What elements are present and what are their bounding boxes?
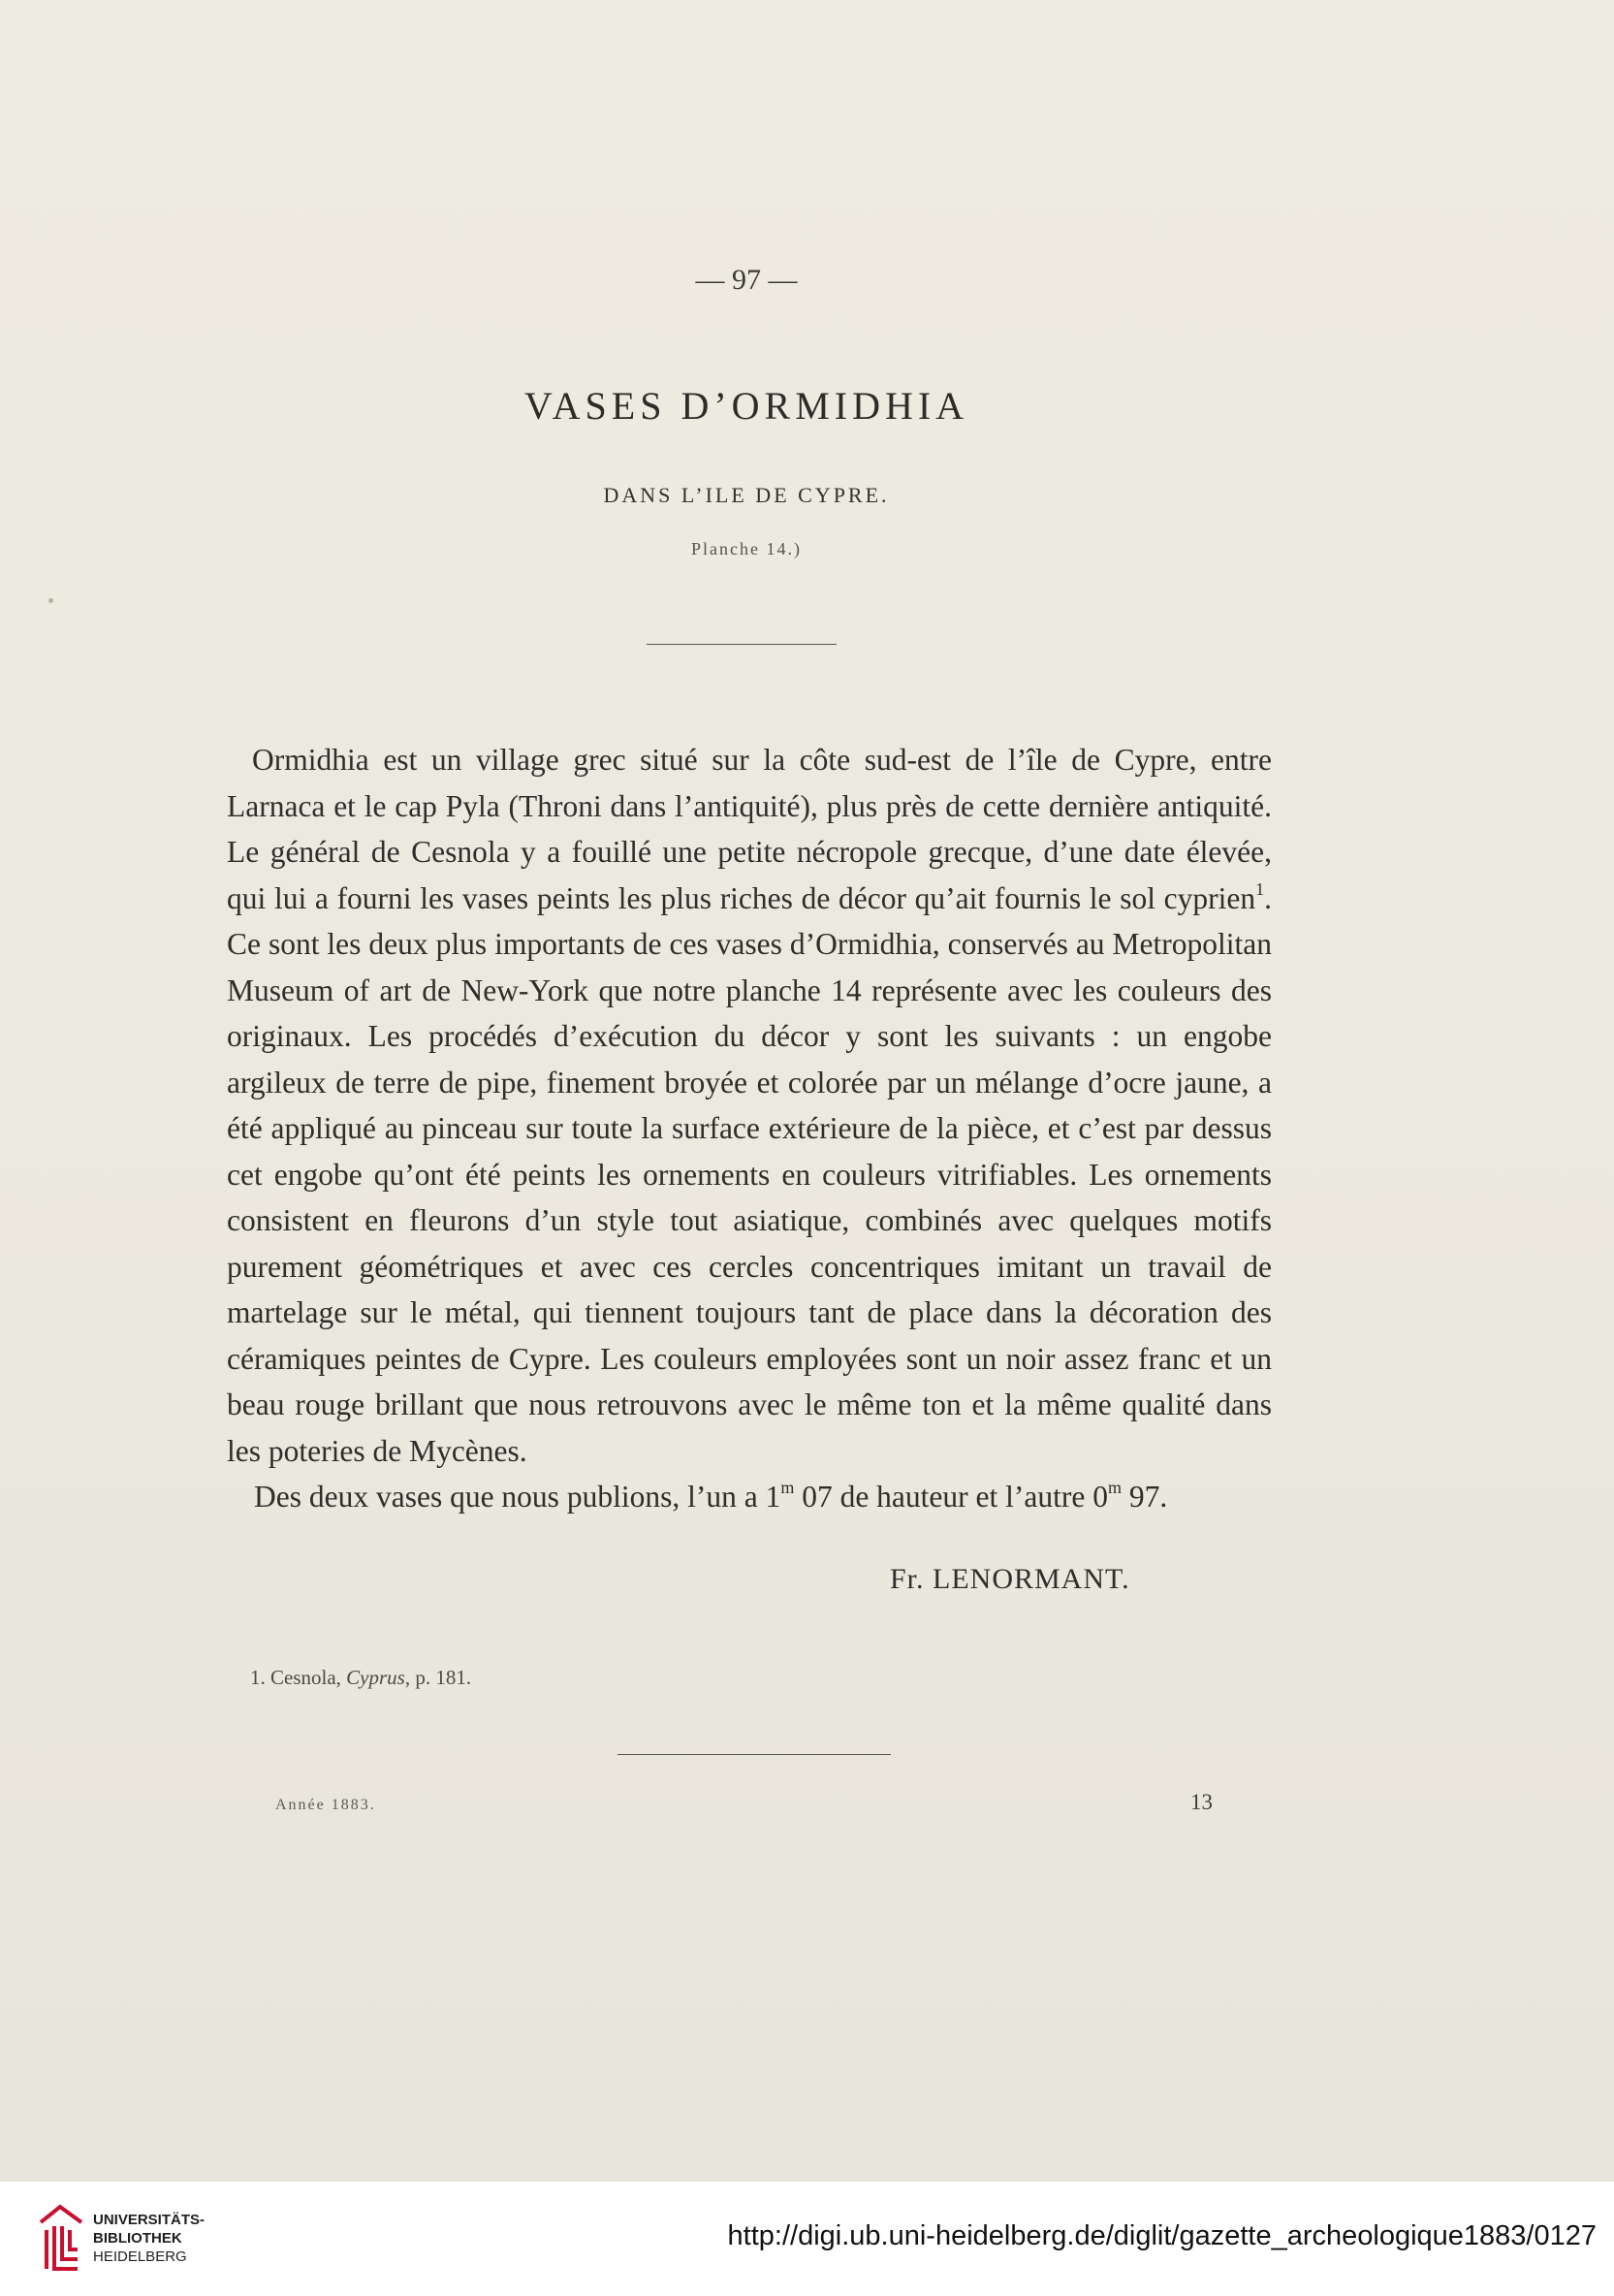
paragraph-text: Des deux vases que nous publions, l’un a 1 xyxy=(254,1480,781,1514)
year-label: Année 1883. xyxy=(275,1797,376,1813)
plate-reference: Planche 14.) xyxy=(691,539,802,558)
author-signature: Fr. LENORMANT. xyxy=(890,1563,1130,1595)
paragraph-text: 07 de hauteur et l’autre 0 xyxy=(794,1480,1108,1514)
paragraph-text: 97. xyxy=(1121,1480,1168,1514)
paragraph xyxy=(227,1474,1272,1520)
paragraph-text: . Ce sont les deux plus importants de ces vases d’Ormidhia, conservés au Metropolitan Museum of art de New-York que notre planche 14 représente avec les couleurs des originaux. Les procédés d’exécution du décor y sont les suivants : un engobe argileux de terre de pipe, finement broyée et colorée par un mélange d’ocre jaune, a été appliqué au pinceau sur toute la surface extérieure de la pièce, et c’est par dessus cet engobe qu’ont été peints les ornements en couleurs vitrifiables. Les ornements consistent en fleurons d’un style tout asiatique, combinés avec quelques motifs purement géométriques et avec ces cercles concentriques imitant un travail de martelage sur le métal, qui tiennent toujours tant de place dans la décoration des céramiques peintes de Cypre. Les couleurs employées sont un noir assez franc et un beau rouge brillant que nous retrouvons avec le même ton et la même qualité dans les poteries de Mycènes. xyxy=(227,880,1272,1468)
footnote-number: 1. Cesnola, xyxy=(250,1666,341,1689)
ink-speck xyxy=(48,598,53,603)
article-title: VASES D’ORMIDHIA xyxy=(523,384,969,428)
footnote-title: Cyprus xyxy=(346,1666,405,1689)
footnote-marker: 1 xyxy=(1255,878,1265,899)
library-name-line: HEIDELBERG xyxy=(93,2248,187,2265)
title-divider xyxy=(647,644,837,645)
paragraph-text: Ormidhia est un village grec situé sur la côte sud-est de l’île de Cypre, entre Larnaca et le cap Pyla (Throni dans l’antiquité), plus près de cette dernière antiquité. Le général de Cesnola y a fouillé une petite nécropole grecque, d’une date élevée, qui lui a fourni les vases peints les plus riches de décor qu’ait fournis le sol cyprien xyxy=(227,743,1272,915)
footnote-page: , p. 181. xyxy=(404,1666,472,1689)
unit-superscript: m xyxy=(1107,1478,1122,1497)
article-body xyxy=(227,737,1272,1520)
library-name xyxy=(93,2211,205,2266)
article-subtitle: DANS L’ILE DE CYPRE. xyxy=(603,483,890,507)
unit-superscript: m xyxy=(780,1478,795,1497)
library-footer xyxy=(0,2182,1614,2296)
library-logo-icon xyxy=(37,2201,85,2275)
footnote-divider xyxy=(617,1754,891,1755)
page-number: — 97 — xyxy=(695,264,798,296)
library-name-line: UNIVERSITÄTS- xyxy=(93,2212,206,2228)
paragraph xyxy=(227,737,1272,1474)
library-name-line: BIBLIOTHEK xyxy=(93,2230,182,2247)
sheet-number: 13 xyxy=(1190,1790,1213,1814)
footnote xyxy=(250,1666,471,1690)
source-url-link[interactable]: http://digi.ub.uni-heidelberg.de/diglit/gazette_archeologique1883/0127 xyxy=(727,2220,1597,2251)
